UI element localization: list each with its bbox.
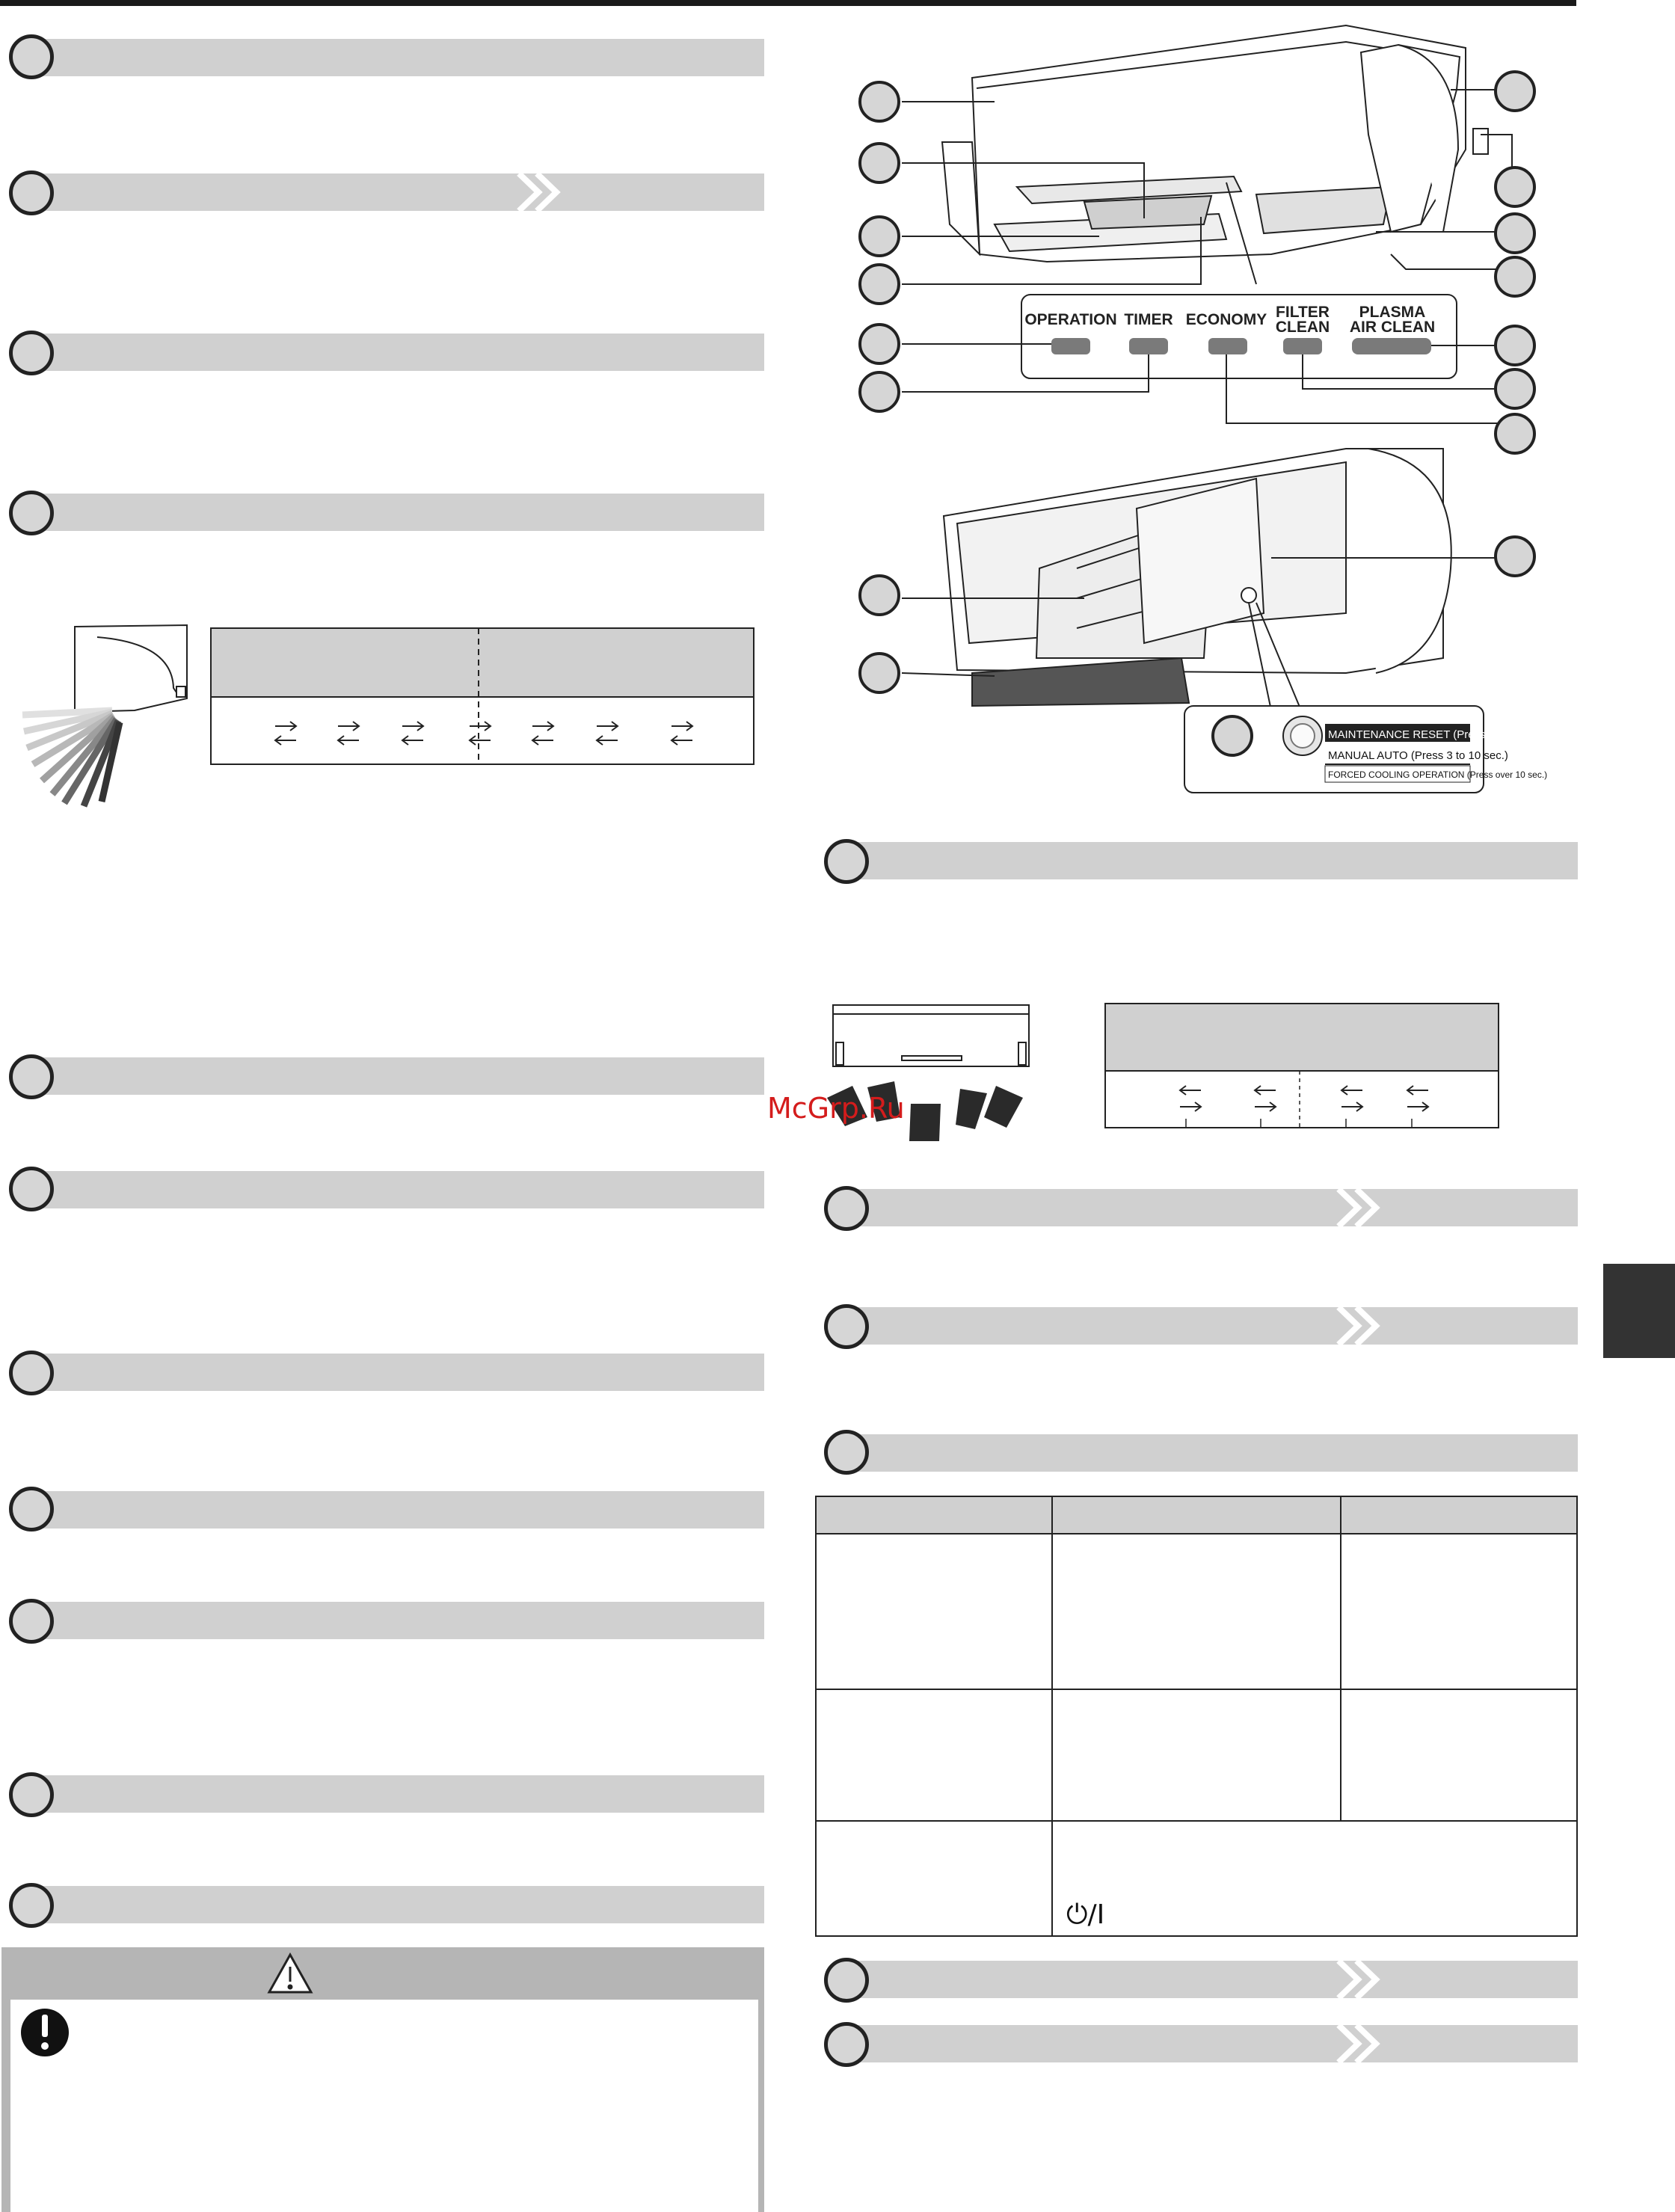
table-row	[816, 1689, 1577, 1821]
plasma-label-2: AIR CLEAN	[1349, 319, 1436, 336]
table-header-cell	[1052, 1496, 1341, 1534]
unit-front-view	[833, 1005, 1029, 1066]
table-cell	[1052, 1689, 1341, 1821]
horizontal-airflow-table	[1105, 1004, 1499, 1128]
power-button-icon: ⏻/I	[1066, 1899, 1105, 1930]
table-row	[816, 1821, 1577, 1936]
table-cell	[816, 1821, 1052, 1936]
filter-clean-label-2: CLEAN	[1275, 319, 1330, 336]
section-tab	[1603, 1264, 1675, 1358]
table-header-cell	[1341, 1496, 1577, 1534]
chevron-icon	[1339, 2025, 1376, 2062]
table-cell	[1341, 1689, 1577, 1821]
vertical-airflow-fan	[22, 710, 120, 806]
economy-label: ECONOMY	[1185, 311, 1267, 328]
maintenance-reset-label: MAINTENANCE RESET (Press 1 sec.)	[1328, 728, 1522, 741]
table-cell	[1052, 1534, 1341, 1689]
chevron-icon	[1339, 1189, 1376, 1226]
unit-side-view	[75, 625, 187, 712]
forced-cooling-label: FORCED COOLING OPERATION (Press over 10 sec.)	[1328, 769, 1548, 780]
vertical-airflow-table	[211, 628, 754, 764]
filter-clean-label-1: FILTER	[1276, 304, 1330, 321]
open-unit-illustration	[944, 449, 1451, 706]
indoor-unit-illustration	[942, 25, 1488, 262]
warning-triangle-icon	[269, 1955, 311, 1992]
operation-label: OPERATION	[1024, 311, 1117, 328]
table-cell	[816, 1689, 1052, 1821]
chevron-icon	[1339, 1307, 1376, 1345]
table-cell	[816, 1534, 1052, 1689]
operation-table	[815, 1496, 1578, 1937]
timer-label: TIMER	[1124, 311, 1173, 328]
chevron-icon	[519, 173, 556, 211]
mandatory-icon	[21, 2009, 69, 2056]
manual-auto-label: MANUAL AUTO (Press 3 to 10 sec.)	[1328, 749, 1508, 762]
table-cell	[1341, 1534, 1577, 1689]
chevron-icon	[1339, 1961, 1376, 1998]
plasma-label-1: PLASMA	[1359, 304, 1426, 321]
table-row	[816, 1534, 1577, 1689]
table-cell	[1052, 1821, 1577, 1936]
table-header-cell	[816, 1496, 1052, 1534]
table-header-row	[816, 1496, 1577, 1534]
watermark: McGrp.Ru	[767, 1092, 905, 1125]
